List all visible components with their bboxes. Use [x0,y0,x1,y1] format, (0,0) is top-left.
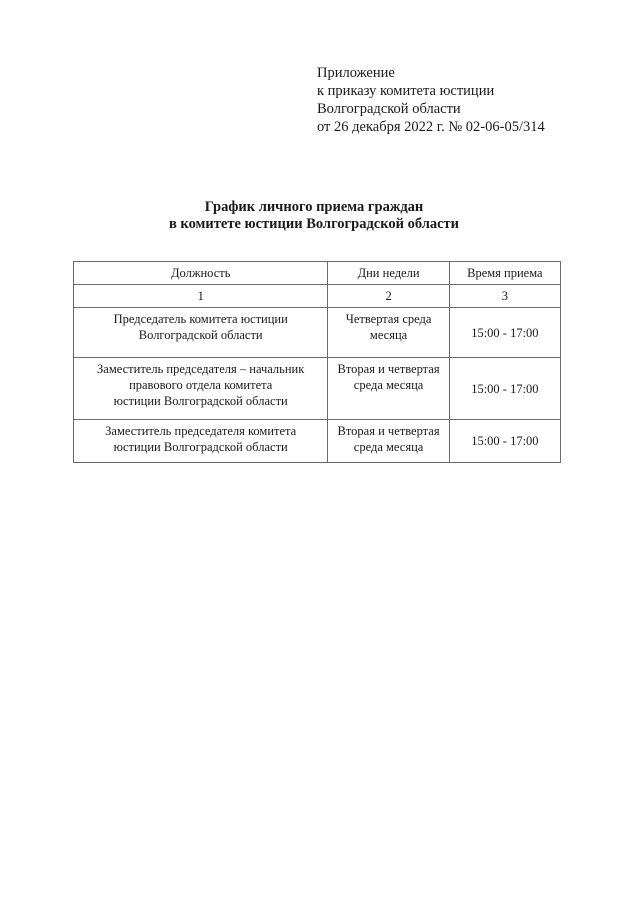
document-title [0,199,628,233]
days-cell [328,308,449,358]
time-cell: 15:00 - 17:00 [449,420,560,463]
cell-line: Председатель комитета юстиции [113,312,288,326]
table-header-row [74,262,561,285]
appendix-line: Волгоградской области [317,101,461,117]
appendix-line: к приказу комитета юстиции [317,83,495,99]
cell-line: юстиции Волгоградской области [113,440,288,454]
cell-line: Четвертая среда [345,312,432,326]
table-row [74,358,561,420]
title-line: в комитете юстиции Волгоградской области [168,216,460,232]
cell-line: среда месяца [353,440,424,454]
column-number: 2 [328,285,449,308]
cell-line: Заместитель председателя – начальник [97,362,305,376]
time-cell: 15:00 - 17:00 [449,358,560,420]
days-cell [328,420,449,463]
cell-line: Волгоградской области [138,328,263,342]
table-row [74,308,561,358]
column-number: 1 [74,285,328,308]
time-cell: 15:00 - 17:00 [449,308,560,358]
position-cell [74,308,328,358]
title-line: График личного приема граждан [204,199,424,215]
header-days: Дни недели [328,262,449,285]
cell-line: Вторая и четвертая [337,362,440,376]
reception-schedule-table [73,261,561,463]
cell-line: Вторая и четвертая [337,424,440,438]
cell-line: правового отдела комитета [129,378,273,392]
cell-line: юстиции Волгоградской области [113,394,288,408]
position-cell [74,358,328,420]
appendix-line: Приложение [317,65,395,81]
header-position: Должность [74,262,328,285]
table-number-row [74,285,561,308]
appendix-date-line: от 26 декабря 2022 г. № 02-06-05/314 [317,119,545,135]
header-time: Время приема [449,262,560,285]
appendix-block [317,64,545,136]
position-cell [74,420,328,463]
table-row [74,420,561,463]
cell-line: среда месяца [353,378,424,392]
cell-line: Заместитель председателя комитета [105,424,297,438]
cell-line: месяца [369,328,408,342]
column-number: 3 [449,285,560,308]
days-cell [328,358,449,420]
